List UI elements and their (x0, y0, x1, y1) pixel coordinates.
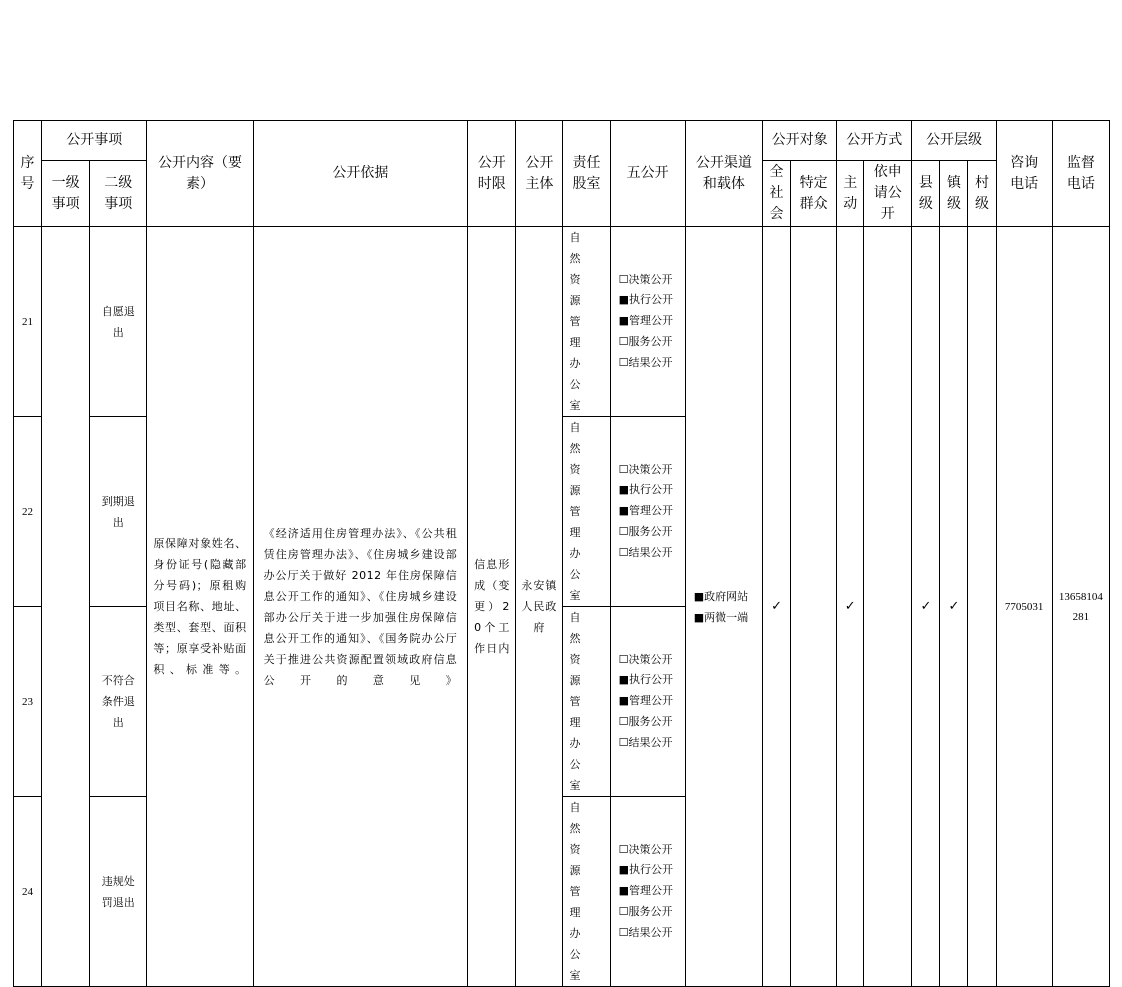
row-level2: 到期退出 (90, 417, 147, 607)
header-consult: 咨询电话 (996, 121, 1052, 227)
header-five-open: 五公开 (610, 121, 685, 227)
five-open-execution: ■执行公开 (618, 483, 673, 497)
row-dept: 自然资源管理办公室 (563, 797, 610, 987)
five-open-result: ☐结果公开 (618, 545, 673, 559)
row-seq: 22 (14, 417, 42, 607)
header-time-limit: 公开时限 (468, 121, 516, 227)
header-content: 公开内容（要素） (147, 121, 253, 227)
shared-content: 原保障对象姓名、身份证号(隐藏部分号码)；原租购项目名称、地址、类型、套型、面积等；原享受补贴面积、标准等。 (147, 227, 253, 987)
shared-target-all: ✓ (762, 227, 790, 987)
disclosure-table-sheet (13, 120, 1110, 982)
row-five-open (610, 227, 685, 417)
header-basis: 公开依据 (253, 121, 468, 227)
five-open-management: ■管理公开 (618, 314, 673, 328)
five-open-execution: ■执行公开 (618, 673, 673, 687)
header-method: 公开方式 (837, 121, 912, 161)
shared-supervise: 13658104281 (1052, 227, 1109, 987)
header-layer: 公开层级 (912, 121, 996, 161)
row-five-open (610, 607, 685, 797)
row-level2: 不符合条件退出 (90, 607, 147, 797)
five-open-decision: ☐决策公开 (618, 652, 673, 666)
five-open-result: ☐结果公开 (618, 735, 673, 749)
row-seq: 24 (14, 797, 42, 987)
shared-subject: 永安镇人民政府 (516, 227, 563, 987)
row-dept: 自然资源管理办公室 (563, 417, 610, 607)
shared-method-request (864, 227, 912, 987)
shared-layer-county: ✓ (912, 227, 940, 987)
header-subject: 公开主体 (516, 121, 563, 227)
shared-layer-town: ✓ (940, 227, 968, 987)
shared-layer-village (968, 227, 996, 987)
five-open-execution: ■执行公开 (618, 293, 673, 307)
header-target-specific: 特定群众 (791, 161, 837, 227)
five-open-decision: ☐决策公开 (618, 462, 673, 476)
five-open-decision: ☐决策公开 (618, 842, 673, 856)
five-open-service: ☐服务公开 (618, 714, 673, 728)
header-seq: 序号 (14, 121, 42, 227)
header-channel: 公开渠道和载体 (685, 121, 762, 227)
channel-gov-website: ■政府网站 (693, 589, 749, 603)
header-layer-town: 镇级 (940, 161, 968, 227)
five-open-management: ■管理公开 (618, 694, 673, 708)
shared-level1 (42, 227, 90, 987)
five-open-result: ☐结果公开 (618, 355, 673, 369)
disclosure-table (13, 120, 1110, 987)
row-level2: 自愿退出 (90, 227, 147, 417)
channel-wechat-weibo-app: ■两微一端 (693, 610, 749, 624)
shared-basis: 《经济适用住房管理办法》、《公共租赁住房管理办法》、《住房城乡建设部办公厅关于做好 2012 年住房保障信息公开工作的通知》、《住房城乡建设部办公厅关于进一步加强住房保障信息公开工作的通知》、《国务院办公厅关于推进公共资源配置领域政府信息公开的意见》 (253, 227, 468, 987)
row-seq: 23 (14, 607, 42, 797)
five-open-service: ☐服务公开 (618, 524, 673, 538)
shared-consult: 7705031 (996, 227, 1052, 987)
header-dept: 责任股室 (563, 121, 610, 227)
five-open-service: ☐服务公开 (618, 334, 673, 348)
header-target: 公开对象 (762, 121, 836, 161)
five-open-result: ☐结果公开 (618, 925, 673, 939)
shared-method-active: ✓ (837, 227, 864, 987)
table-row (14, 227, 1110, 417)
shared-channel (685, 227, 762, 987)
row-dept: 自然资源管理办公室 (563, 227, 610, 417)
row-level2: 违规处罚退出 (90, 797, 147, 987)
header-layer-county: 县级 (912, 161, 940, 227)
five-open-management: ■管理公开 (618, 504, 673, 518)
header-level1: 一级事项 (42, 161, 90, 227)
header-method-active: 主动 (837, 161, 864, 227)
row-five-open (610, 797, 685, 987)
header-target-all: 全社会 (762, 161, 790, 227)
header-layer-village: 村级 (968, 161, 996, 227)
five-open-management: ■管理公开 (618, 884, 673, 898)
header-level2: 二级事项 (90, 161, 147, 227)
row-dept: 自然资源管理办公室 (563, 607, 610, 797)
header-method-request: 依申请公开 (864, 161, 912, 227)
header-matter: 公开事项 (42, 121, 147, 161)
five-open-decision: ☐决策公开 (618, 272, 673, 286)
header-supervise: 监督电话 (1052, 121, 1109, 227)
row-five-open (610, 417, 685, 607)
row-seq: 21 (14, 227, 42, 417)
shared-target-specific (791, 227, 837, 987)
shared-time-limit: 信息形成（变更）20个工作日内 (468, 227, 516, 987)
five-open-service: ☐服务公开 (618, 904, 673, 918)
five-open-execution: ■执行公开 (618, 863, 673, 877)
